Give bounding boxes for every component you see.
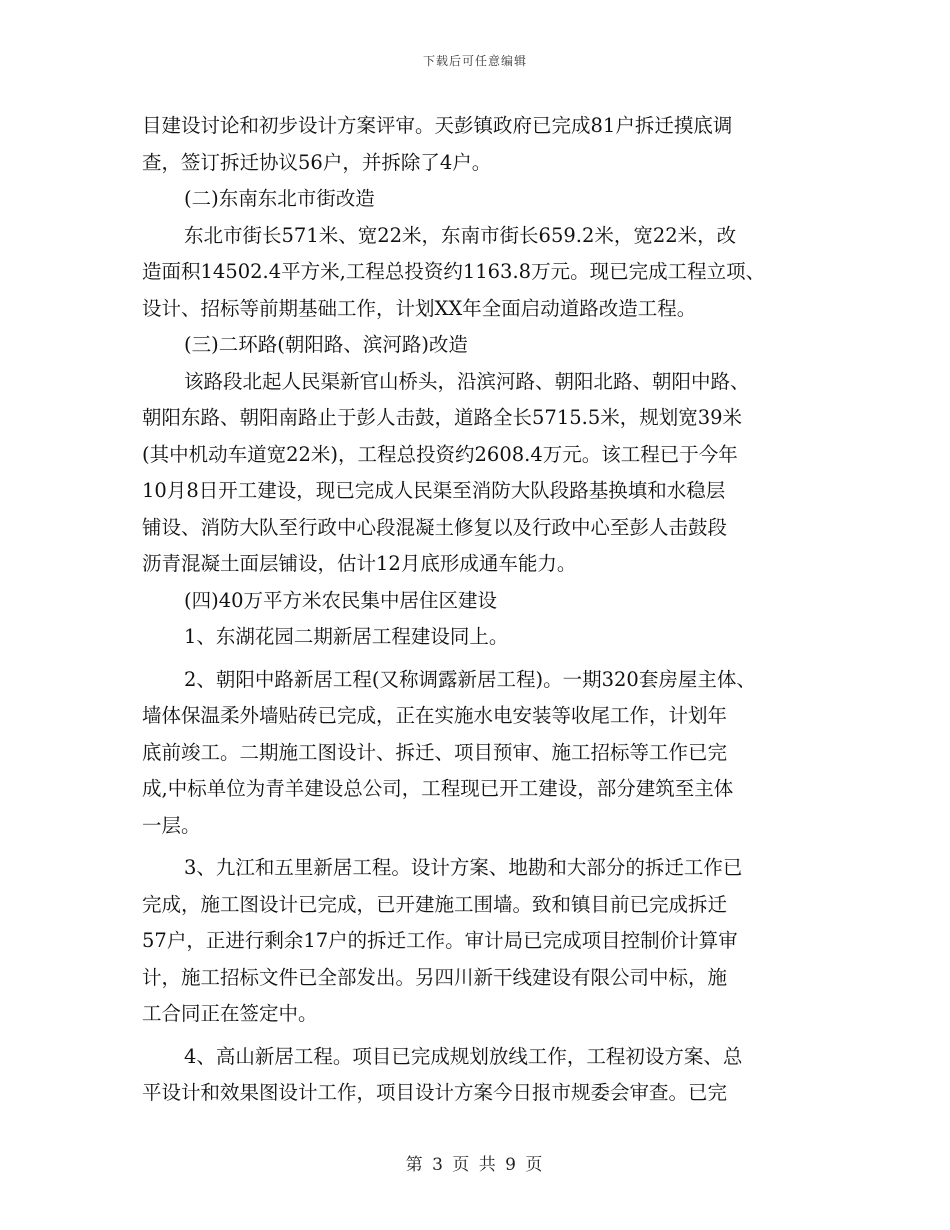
- list-item: 4、高山新居工程。项目已完成规划放线工作，工程初设方案、总: [184, 1044, 743, 1068]
- body-line: 设计、招标等前期基础工作，计划XX年全面启动道路改造工程。: [142, 296, 697, 320]
- body-line: 一层。: [142, 813, 201, 837]
- body-line: 造面积14502.4平方米,工程总投资约1163.8万元。现已完成工程立项、: [142, 260, 766, 283]
- body-line: (其中机动车道宽22米)，工程总投资约2608.4万元。该工程已于今年: [142, 442, 738, 466]
- section-heading-3: (三)二环路(朝阳路、滨河路)改造: [184, 333, 468, 356]
- list-item: 2、朝阳中路新居工程(又称调露新居工程)。一期320套房屋主体、: [184, 667, 756, 691]
- body-line: 沥青混凝土面层铺设，估计12月底形成通车能力。: [142, 552, 577, 575]
- body-line: 完成，施工图设计已完成，已开建施工围墙。致和镇目前已完成拆迁: [142, 892, 728, 916]
- list-item: 1、东湖花园二期新居工程建设同上。: [184, 625, 509, 648]
- body-line: 平设计和效果图设计工作，项目设计方案今日报市规委会审查。已完: [142, 1081, 728, 1104]
- body-line: 57户，正进行剩余17户的拆迁工作。审计局已完成项目控制价计算审: [142, 929, 738, 952]
- body-line: 墙体保温柔外墙贴砖已完成，正在实施水电安装等收尾工作，计划年: [142, 704, 728, 727]
- body-line: 10月8日开工建设，现已完成人民渠至消防大队段路基换填和水稳层: [142, 479, 726, 502]
- section-heading-2: (二)东南东北市街改造: [184, 187, 375, 210]
- page-number-footer: 第 3 页 共 9 页: [405, 1155, 545, 1175]
- document-body: [142, 108, 810, 1112]
- header-note: 下载后可任意编辑: [422, 54, 527, 68]
- body-line: 底前竣工。二期施工图设计、拆迁、项目预审、施工招标等工作已完: [142, 740, 728, 764]
- section-heading-4: (四)40万平方米农民集中居住区建设: [184, 588, 498, 612]
- body-line: 目建设讨论和初步设计方案评审。天彭镇政府已完成81户拆迁摸底调: [142, 114, 733, 137]
- body-line: 工合同正在签定中。: [142, 1002, 318, 1025]
- body-line: 查，签订拆迁协议56户，并拆除了4户。: [142, 150, 492, 174]
- body-line: 计，施工招标文件已全部发出。另四川新干线建设有限公司中标，施: [142, 965, 728, 989]
- list-item: 3、九江和五里新居工程。设计方案、地勘和大部分的拆迁工作已: [184, 856, 743, 879]
- body-line: 该路段北起人民渠新官山桥头，沿滨河路、朝阳北路、朝阳中路、: [184, 369, 750, 393]
- body-line: 东北市街长571米、宽22米，东南市街长659.2米，宽22米，改: [184, 223, 737, 247]
- body-line: 铺设、消防大队至行政中心段混凝土修复以及行政中心至彭人击鼓段: [142, 515, 728, 539]
- body-line: 朝阳东路、朝阳南路止于彭人击鼓，道路全长5715.5米，规划宽39米: [142, 406, 743, 429]
- body-line: 成,中标单位为青羊建设总公司，工程现已开工建设，部分建筑至主体: [142, 777, 734, 800]
